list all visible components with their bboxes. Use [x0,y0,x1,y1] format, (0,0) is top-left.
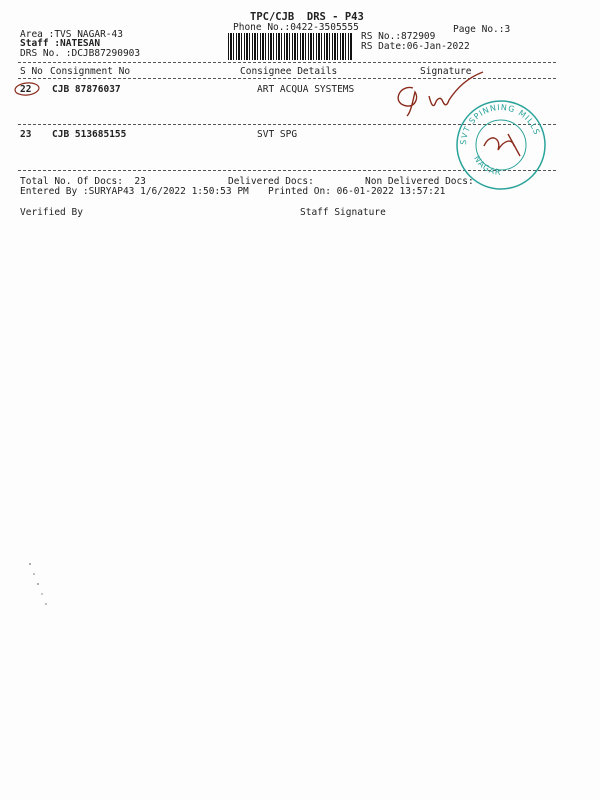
company-stamp [454,98,548,192]
non-delivered-docs: Non Delivered Docs: [365,176,474,187]
entered-by: Entered By :SURYAP43 1/6/2022 1:50:53 PM [20,186,249,197]
column-header-consignee: Consignee Details [240,66,338,77]
area-label: Area :TVS NAGAR-43 [20,29,123,40]
svg-text:NAGAR [472,154,502,177]
staff-label: Staff :NATESAN [20,38,101,49]
table-row-sno: 23 [20,129,32,140]
rs-number: RS No.:872909 [361,31,436,42]
divider [18,62,556,63]
table-row-sno: 22 [20,84,32,95]
table-row-consignee: SVT SPG [257,129,298,140]
svg-text:SVT SPINNING MILLS [459,103,542,145]
column-header-signature: Signature [420,66,472,77]
column-header-consignment: Consignment No [50,66,131,77]
stamp-text-bottom: NAGAR [472,154,502,178]
table-row-consignee: ART ACQUA SYSTEMS [257,84,355,95]
drs-number: DRS No. :DCJB87290903 [20,48,141,59]
printed-on: Printed On: 06-01-2022 13:57:21 [268,186,446,197]
table-row-consignment: CJB 513685155 [52,129,127,140]
verified-by-label: Verified By [20,207,83,218]
staff-signature-label: Staff Signature [300,207,386,218]
stamp-text-top: SVT SPINNING MILLS [458,102,542,146]
rs-date: RS Date:06-Jan-2022 [361,41,470,52]
total-docs: Total No. Of Docs: 23 [20,176,146,187]
column-header-sno: S No [20,66,43,77]
document-title: TPC/CJB DRS - P43 [250,11,364,23]
table-row-consignment: CJB 87876037 [52,84,121,95]
delivered-docs: Delivered Docs: [228,176,314,187]
page-number: Page No.:3 [453,24,511,35]
barcode [228,33,352,60]
handwritten-circle [12,80,42,98]
phone-number: Phone No.:0422-3505555 [233,22,359,33]
scan-speck [26,560,56,610]
